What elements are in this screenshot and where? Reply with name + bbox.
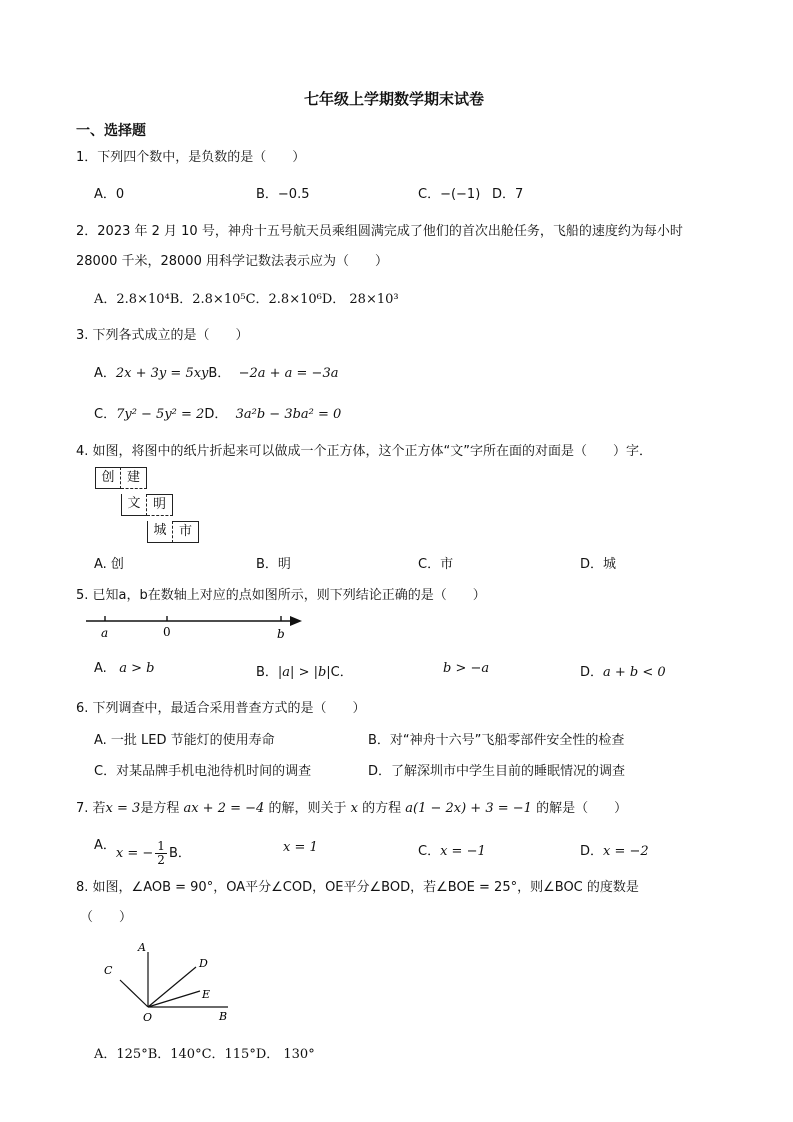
q5-option-d <box>580 661 666 680</box>
q4-stem: 4. 如图，将图中的纸片折起来可以做成一个正方体，这个正方体“文”字所在面的对面是（ ）字． <box>76 444 653 459</box>
q3-option-c-expr: 7y² − 5y² = 2 <box>116 407 205 422</box>
net-cell: 创 <box>95 467 121 489</box>
q7-option-c <box>418 840 486 859</box>
option-letter: B． <box>168 846 191 861</box>
q1-option-a: A．0 <box>94 187 125 202</box>
option-letter: A． <box>94 366 116 381</box>
q1-option-c: C．−(−1) <box>418 187 481 202</box>
ray-od <box>148 967 196 1007</box>
number-line-figure <box>86 610 310 646</box>
q5-stem: 5. 已知a，b在数轴上对应的点如图所示，则下列结论正确的是（ ） <box>76 588 486 603</box>
q7-text: 7. 若 <box>76 801 106 816</box>
section-heading: 一、选择题 <box>76 123 146 139</box>
q3-option-a <box>94 362 338 381</box>
q6-option-a: A. 一批 LED 节能灯的使用寿命 <box>94 733 275 748</box>
q5-option-d-expr: a + b < 0 <box>603 665 666 680</box>
ray-oe <box>148 991 200 1007</box>
option-letter: D． <box>580 665 604 680</box>
net-cell: 城 <box>147 521 173 543</box>
q6-option-c: C．对某品牌手机电池待机时间的调查 <box>94 764 312 779</box>
q7-option-b <box>283 840 318 855</box>
point-b-label: B <box>219 1010 228 1023</box>
q8-options: A．125°B．140°C．115°D． 130° <box>94 1047 315 1062</box>
angle-figure <box>98 940 238 1030</box>
q5-option-a <box>94 661 154 676</box>
q4-option-c: C．市 <box>418 557 454 572</box>
q5-option-a-expr: a > b <box>119 661 155 676</box>
label-0: 0 <box>163 625 171 639</box>
q7-option-a-expr: x = − <box>115 846 154 861</box>
q8-stem-paren: （ ） <box>80 910 133 925</box>
q7-option-a <box>94 832 191 867</box>
q7-text: 的解是（ ） <box>536 801 628 816</box>
option-letter: A. <box>94 661 107 676</box>
q5-option-c <box>443 661 489 676</box>
point-e-label: E <box>202 988 211 1001</box>
q2-stem-line1: 2．2023 年 2 月 10 号，神舟十五号航天员乘组圆满完成了他们的首次出舱任务，飞船的速度约为每小时 <box>76 224 683 239</box>
q7-option-d-expr: x = −2 <box>603 844 649 859</box>
q5-option-b-expr: |a| > |b| <box>277 665 331 680</box>
point-o-label: O <box>143 1011 153 1024</box>
option-letter: A． <box>94 838 116 853</box>
q6-option-b: B．对“神舟十六号”飞船零部件安全性的检查 <box>368 733 625 748</box>
option-letter: C． <box>94 407 117 422</box>
option-letter: B． <box>208 366 231 381</box>
q3-option-d-expr: 3a²b − 3ba² = 0 <box>235 407 342 422</box>
q7-text: 是方程 <box>140 801 180 816</box>
ray-oc <box>120 980 148 1007</box>
page-title: 七年级上学期数学期末试卷 <box>304 90 485 108</box>
q4-option-b: B．明 <box>256 557 291 572</box>
q1-stem: 1．下列四个数中，是负数的是（ ） <box>76 150 306 165</box>
q8-stem: 8. 如图，∠AOB = 90°，OA平分∠COD，OE平分∠BOD，若∠BOE = 25°，则∠BOC 的度数是 <box>76 880 639 895</box>
net-cell: 明 <box>147 494 173 516</box>
q3-option-b-expr: −2a + a = −3a <box>238 366 339 381</box>
q6-stem: 6. 下列调查中，最适合采用普查方式的是（ ） <box>76 701 366 716</box>
q7-text: 的解，则关于 <box>268 801 347 816</box>
q2-stem-line2: 28000 千米，28000 用科学记数法表示应为（ ） <box>76 254 388 269</box>
fraction-numerator: 1 <box>157 839 165 853</box>
option-letter: C． <box>330 665 353 680</box>
q4-option-a: A. 创 <box>94 557 124 572</box>
option-letter: D． <box>580 844 604 859</box>
q1-option-d: D．7 <box>492 187 524 202</box>
net-cell: 建 <box>121 467 147 489</box>
q2-options: A．2.8×10⁴B．2.8×10⁵C．2.8×10⁶D． 28×10³ <box>94 292 399 307</box>
point-c-label: C <box>104 964 113 977</box>
option-letter: C． <box>418 844 441 859</box>
q7-stem <box>76 797 627 816</box>
fraction <box>155 840 167 867</box>
fraction-denominator: 2 <box>157 853 165 867</box>
q7-expr: x = 3 <box>105 801 141 816</box>
q7-option-d <box>580 840 649 859</box>
q7-text: 的方程 <box>362 801 402 816</box>
q7-expr: ax + 2 = −4 <box>183 801 265 816</box>
q1-option-b: B．−0.5 <box>256 187 310 202</box>
net-cell: 文 <box>121 494 147 516</box>
q7-option-b-expr: x = 1 <box>283 840 318 855</box>
point-d-label: D <box>199 957 208 970</box>
q7-option-c-expr: x = −1 <box>440 844 486 859</box>
q6-option-d: D．了解深圳市中学生目前的睡眠情况的调查 <box>368 764 626 779</box>
option-letter: B． <box>256 665 278 680</box>
q5-option-c-expr: b > −a <box>443 661 490 676</box>
q3-option-a-expr: 2x + 3y = 5xy <box>115 366 209 381</box>
q4-option-d: D．城 <box>580 557 617 572</box>
point-a-label: A <box>138 941 146 954</box>
q3-option-c <box>94 403 341 422</box>
q5-option-b <box>256 661 353 680</box>
label-b: b <box>277 627 285 641</box>
net-cell: 市 <box>173 521 199 543</box>
q3-stem: 3. 下列各式成立的是（ ） <box>76 328 249 343</box>
number-line-arrow <box>290 616 302 626</box>
q7-expr: x <box>350 801 358 816</box>
label-a: a <box>101 626 109 640</box>
option-letter: D． <box>204 407 228 422</box>
q7-expr: a(1 − 2x) + 3 = −1 <box>405 801 532 816</box>
